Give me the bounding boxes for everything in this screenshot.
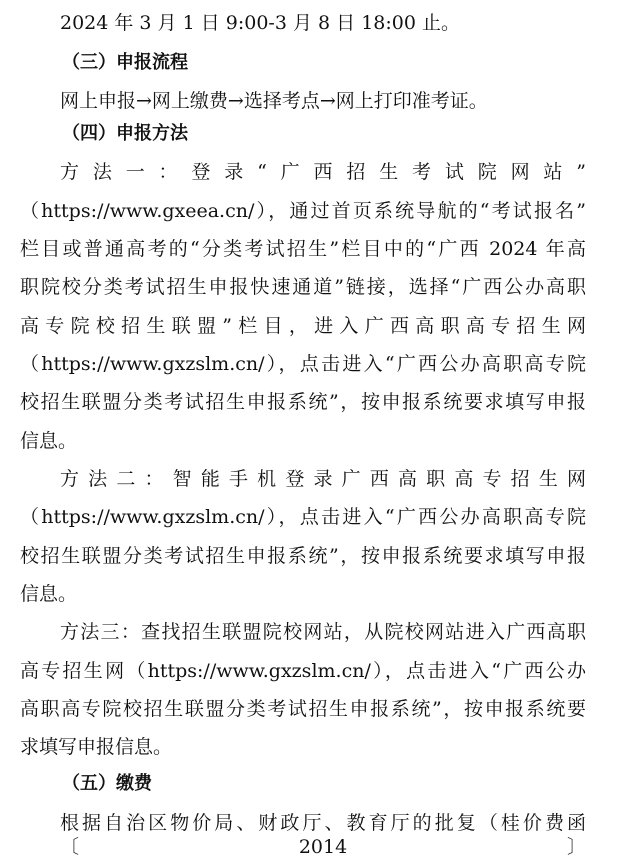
text-line-method-one-end: 信息。 xyxy=(20,430,78,452)
text-line-method-three-end: 求填写申报信息。 xyxy=(20,736,173,758)
text-line-method-one-url: （https://www.gxeea.cn/），通过首页系统导航的“考试报名” xyxy=(20,200,586,222)
text-line-method-three: 高职高专院校招生联盟分类考试招生申报系统”，按申报系统要 xyxy=(20,698,586,720)
text-line-method-one: 高专院校招生联盟”栏目，进入广西高职高专招生网 xyxy=(20,315,586,337)
text-line-method-three-intro: 方法三：查找招生联盟院校网站，从院校网站进入广西高职 xyxy=(60,621,586,643)
text-line-method-two-intro: 方法二：智能手机登录广西高职高专招生网 xyxy=(60,468,586,490)
text-line-method-one: 校招生联盟分类考试招生申报系统”，按申报系统要求填写申报 xyxy=(20,391,586,413)
text-line-method-one: 职院校分类考试招生申报快速通道”链接，选择“广西公办高职 xyxy=(20,276,586,298)
text-line-method-one: 栏目或普通高考的“分类考试招生”栏目中的“广西 2024 年高 xyxy=(20,238,586,260)
heading-application-process: （三）申报流程 xyxy=(62,52,188,73)
text-line-method-three-url: 高专招生网（https://www.gxzslm.cn/），点击进入“广西公办 xyxy=(20,660,586,682)
text-line-method-two-end: 信息。 xyxy=(20,583,78,605)
heading-payment: （五）缴费 xyxy=(62,773,152,794)
text-line-method-two: 校招生联盟分类考试招生申报系统”，按申报系统要求填写申报 xyxy=(20,545,586,567)
text-line-method-two-url: （https://www.gxzslm.cn/），点击进入“广西公办高职高专院 xyxy=(20,506,586,528)
text-line-payment-basis: 根据自治区物价局、财政厅、教育厅的批复（桂价费函〔2014〕 xyxy=(60,812,586,858)
text-line-registration-period: 2024 年 3 月 1 日 9:00-3 月 8 日 18:00 止。 xyxy=(60,12,460,34)
heading-application-methods: （四）申报方法 xyxy=(62,123,188,144)
text-line-method-one-intro: 方法一：登录“广西招生考试院网站” xyxy=(60,161,586,183)
text-line-method-one-url-2: （https://www.gxzslm.cn/），点击进入“广西公办高职高专院 xyxy=(20,353,586,375)
text-line-process-steps: 网上申报→网上缴费→选择考点→网上打印准考证。 xyxy=(60,90,488,112)
